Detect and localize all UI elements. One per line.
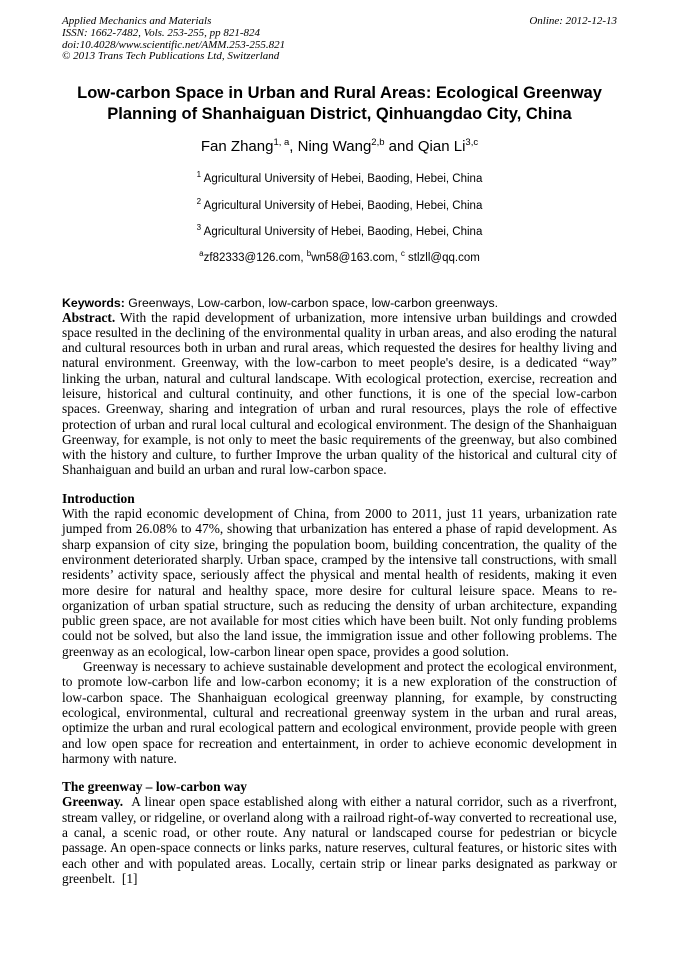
email-2: wn58@163.com xyxy=(311,252,395,264)
introduction-paragraph-2: Greenway is necessary to achieve sustainable development and protect the ecological environment, to promote low-carbon life and low-carbon economy; it is a new exploration of the construction of low-carbon space. The Shanhaiguan ecological greenway planning, for example, by constructing ecological, environmental, cultural and recreational greenway system in the urban and rural areas, optimize the urban and rural ecological pattern and ecological environment, provide people with green and low open space for recreation and entertainment, in order to achieve economic development in harmony with nature. xyxy=(62,659,617,766)
email-3-superscript: c xyxy=(400,249,405,259)
paper-title: Low-carbon Space in Urban and Rural Areas: Ecological Greenway Planning of Shanhaiguan District, Qinhuangdao City, China xyxy=(77,84,602,124)
email-2-superscript: b xyxy=(306,249,312,259)
journal-title: Applied Mechanics and Materials xyxy=(62,15,212,27)
author-separator: , xyxy=(289,138,298,156)
affiliation-1-superscript: 1 xyxy=(196,170,202,180)
author-line xyxy=(62,137,617,155)
section-heading-introduction: Introduction xyxy=(62,490,135,506)
greenway-text: A linear open space established along with either a natural corridor, such as a riverfront, stream valley, or ridgeline, or overland along with a railroad right-of-way converted to recreational use, a canal, a scenic road, or other route. Any natural or landscaped course for pedestrian or bicycle passage. An open-space connects or links parks, nature reserves, cultural features, or historic sites with each other and with populated areas. Locally, certain strip or linear parks designated as parkway or greenbelt. [1] xyxy=(62,794,621,886)
keywords-text: Greenways, Low-carbon, low-carbon space, low-carbon greenways. xyxy=(124,295,499,310)
email-separator: , xyxy=(394,252,401,264)
author-3-superscript: 3,c xyxy=(465,137,479,149)
section-heading-greenway: The greenway – low-carbon way xyxy=(62,779,247,795)
affiliation-2-superscript: 2 xyxy=(196,196,202,206)
affiliation-2-text: Agricultural University of Hebei, Baoding, Hebei, China xyxy=(201,199,483,212)
email-1: zf82333@126.com xyxy=(203,252,301,264)
affiliations-block xyxy=(62,164,617,269)
keywords-line xyxy=(62,296,617,310)
author-1: Fan Zhang xyxy=(200,138,274,156)
author-2-superscript: 2,b xyxy=(371,137,385,149)
author-2: Ning Wang xyxy=(297,138,372,156)
online-date: Online: 2012-12-13 xyxy=(529,15,617,27)
journal-header-left xyxy=(62,16,285,63)
affiliation-3-superscript: 3 xyxy=(196,222,202,232)
greenway-paragraph xyxy=(62,794,621,886)
abstract-text: With the rapid development of urbanization, more intensive urban buildings and crowded space resulted in the declining of the environmental quality in urban areas, and also eroding the natural and cultural resources both in urban and rural areas, which requested the desires for healthy living and natural environment. Greenway, with the low-carbon to meet people's desire, is a dedicated “way” linking the urban, natural and cultural landscape. With ecological protection, exercise, recreation and leisure, historical and cultural continuity, and other functions, it is one of the special low-carbon spaces. Greenway, sharing and integration of urban and rural resources, plays the role of effective protection of urban and rural local cultural and ecological environment. The design of the Shanhaiguan Greenway, for example, is not only to meet the basic requirements of the greenway, but also combined with the history and culture, to further Improve the urban quality of the historical and cultural city of Shanhaiguan and build an urban and rural low-carbon space. xyxy=(62,309,621,478)
greenway-lead-label: Greenway. xyxy=(62,794,124,810)
introduction-paragraph-1: With the rapid economic development of China, from 2000 to 2011, just 11 years, urbanization rate jumped from 26.08% to 47%, showing that urbanization has entered a phase of rapid development. As sharp expansion of city size, bringing the population boom, building concentration, the quality of the environment deteriorated sharply. Urban space, cramped by the intensive tall constructions, with small residents’ activity space, seriously affect the physical and mental health of residents, making it even more desire for natural and healthy space, more desire for cultural leisure space. Means to re-organization of urban spatial structure, such as reducing the density of urban architecture, expanding public green space, are not available for most cities which have been built. Not only funding problems could not be solved, but also the land issue, the immigration issue and other following problems. The greenway as an ecological, low-carbon linear open space, provides a good solution. xyxy=(62,506,617,659)
keywords-label: Keywords: xyxy=(62,295,125,310)
affiliation-1-text: Agricultural University of Hebei, Baoding, Hebei, China xyxy=(201,173,483,186)
author-1-superscript: 1, a xyxy=(273,137,290,149)
author-separator: and xyxy=(384,138,418,156)
affiliation-3 xyxy=(62,217,617,243)
author-emails xyxy=(62,243,617,269)
journal-header xyxy=(62,16,617,63)
email-separator: , xyxy=(300,252,307,264)
affiliation-1 xyxy=(62,164,617,190)
journal-doi-line: doi:10.4028/www.scientific.net/AMM.253-255.821 xyxy=(62,38,286,51)
email-1-superscript: a xyxy=(199,249,204,259)
affiliation-2 xyxy=(62,191,617,217)
author-3: Qian Li xyxy=(417,138,466,156)
affiliation-3-text: Agricultural University of Hebei, Baoding, Hebei, China xyxy=(201,225,483,238)
email-3: stlzll@qq.com xyxy=(404,252,480,264)
abstract-label: Abstract. xyxy=(62,309,116,325)
journal-copyright-line: © 2013 Trans Tech Publications Ltd, Switzerland xyxy=(62,50,280,63)
abstract-paragraph xyxy=(62,309,621,478)
journal-issn-line: ISSN: 1662-7482, Vols. 253-255, pp 821-824 xyxy=(62,26,260,39)
